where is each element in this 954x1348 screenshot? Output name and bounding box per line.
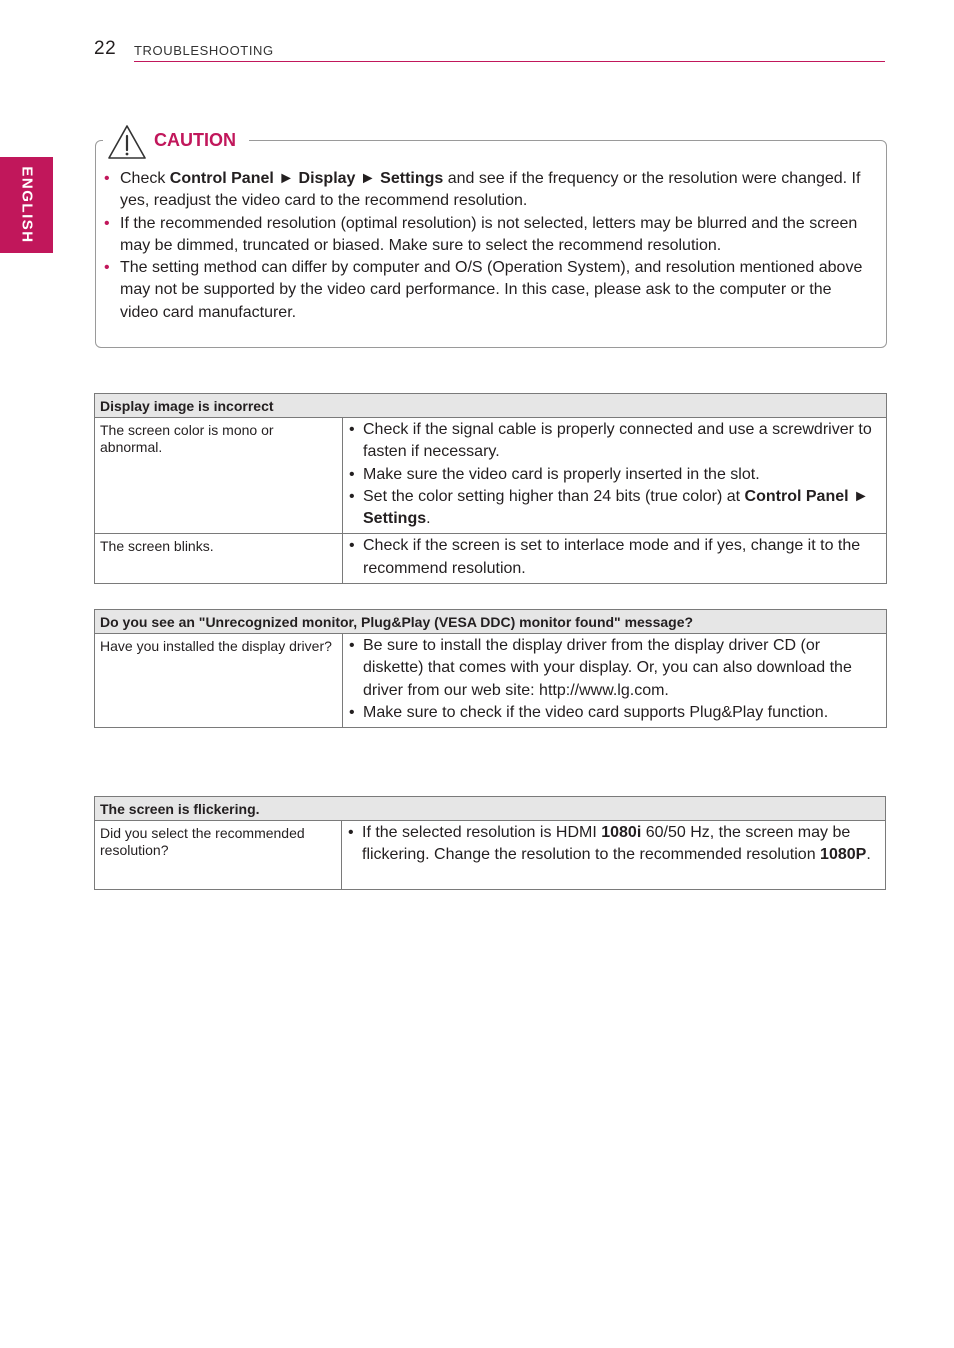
symptom-cell: Have you installed the display driver? xyxy=(95,634,343,728)
solution-item xyxy=(348,635,882,702)
text-run: Check if the screen is set to interlace mode and if yes, change it to the recommend resolution. xyxy=(363,537,861,577)
solution-item xyxy=(348,702,882,724)
table-heading: The screen is flickering. xyxy=(95,797,886,821)
bold-text: Control Panel ► Display ► Settings xyxy=(169,170,444,187)
text-run: Set the color setting higher than 24 bits (true color) at xyxy=(363,487,745,505)
solution-item xyxy=(348,464,882,486)
solution-item xyxy=(348,486,882,531)
text-run: Check if the signal cable is properly connected and use a screwdriver to fasten if necessary. xyxy=(363,421,872,461)
text-run: The setting method can differ by computer and O/S (Operation System), and resolution mentioned above may not be supported by the video card performance. In this case, please ask to the computer or the video card manufacturer. xyxy=(120,259,863,321)
troubleshoot-table-flickering xyxy=(94,796,886,890)
troubleshoot-table-display-image xyxy=(94,393,887,584)
symptom-cell: The screen color is mono or abnormal. xyxy=(95,418,343,534)
text-run: Make sure the video card is properly inserted in the slot. xyxy=(363,465,760,483)
section-title: TROUBLESHOOTING xyxy=(134,43,274,58)
text-run: Make sure to check if the video card supports Plug&Play function. xyxy=(363,703,829,721)
text-run: . xyxy=(866,846,871,864)
solution-cell xyxy=(343,534,887,584)
table-row xyxy=(95,821,886,890)
solution-cell xyxy=(342,821,886,890)
table-heading-row xyxy=(95,610,887,634)
text-run: If the selected resolution is HDMI xyxy=(362,824,602,841)
table-row xyxy=(95,418,887,534)
caution-title: CAUTION xyxy=(154,130,236,150)
text-run: Check xyxy=(120,170,170,187)
solution-cell xyxy=(343,418,887,534)
header-rule xyxy=(134,61,885,62)
symptom-cell: Did you select the recommended resolution? xyxy=(95,821,342,890)
solution-cell xyxy=(343,634,887,728)
text-run: and see if the frequency or the resolution were changed. If yes, readjust the video card to the recommend resolution. xyxy=(120,170,861,210)
table-heading-row xyxy=(95,394,887,418)
solution-item xyxy=(348,419,882,464)
table-heading: Do you see an "Unrecognized monitor, Plug&Play (VESA DDC) monitor found" message? xyxy=(95,610,887,634)
bold-text: Control Panel ► Settings xyxy=(363,487,869,528)
table-row xyxy=(95,534,887,584)
language-tab-label: ENGLISH xyxy=(18,166,35,244)
text-run: 60/50 Hz, the screen may be flickering. Change the resolution to the recommended resolution xyxy=(362,824,851,864)
caution-list xyxy=(104,168,874,324)
page-number: 22 xyxy=(94,38,117,59)
text-run: . xyxy=(426,510,431,528)
text-run: If the recommended resolution (optimal resolution) is not selected, letters may be blurred and the screen may be dimmed, truncated or biased. Make sure to select the recommend resolution. xyxy=(120,214,858,254)
bold-text: 1080P xyxy=(820,846,867,864)
solution-item xyxy=(347,822,881,867)
table-heading: Display image is incorrect xyxy=(95,394,887,418)
solution-item xyxy=(348,535,882,580)
caution-item xyxy=(104,168,874,213)
language-tab xyxy=(0,157,53,253)
text-run: Be sure to install the display driver from the display driver CD (or diskette) that comes with your display. Or, you can also download the driver from our web site: http://www.lg.com. xyxy=(363,637,852,699)
bold-text: 1080i xyxy=(601,824,642,841)
table-row xyxy=(95,634,887,728)
troubleshoot-table-unrecognized-monitor xyxy=(94,609,887,728)
caution-item xyxy=(104,257,874,324)
caution-item xyxy=(104,213,874,258)
symptom-cell: The screen blinks. xyxy=(95,534,343,584)
table-heading-row xyxy=(95,797,886,821)
warning-triangle-icon xyxy=(107,124,147,160)
